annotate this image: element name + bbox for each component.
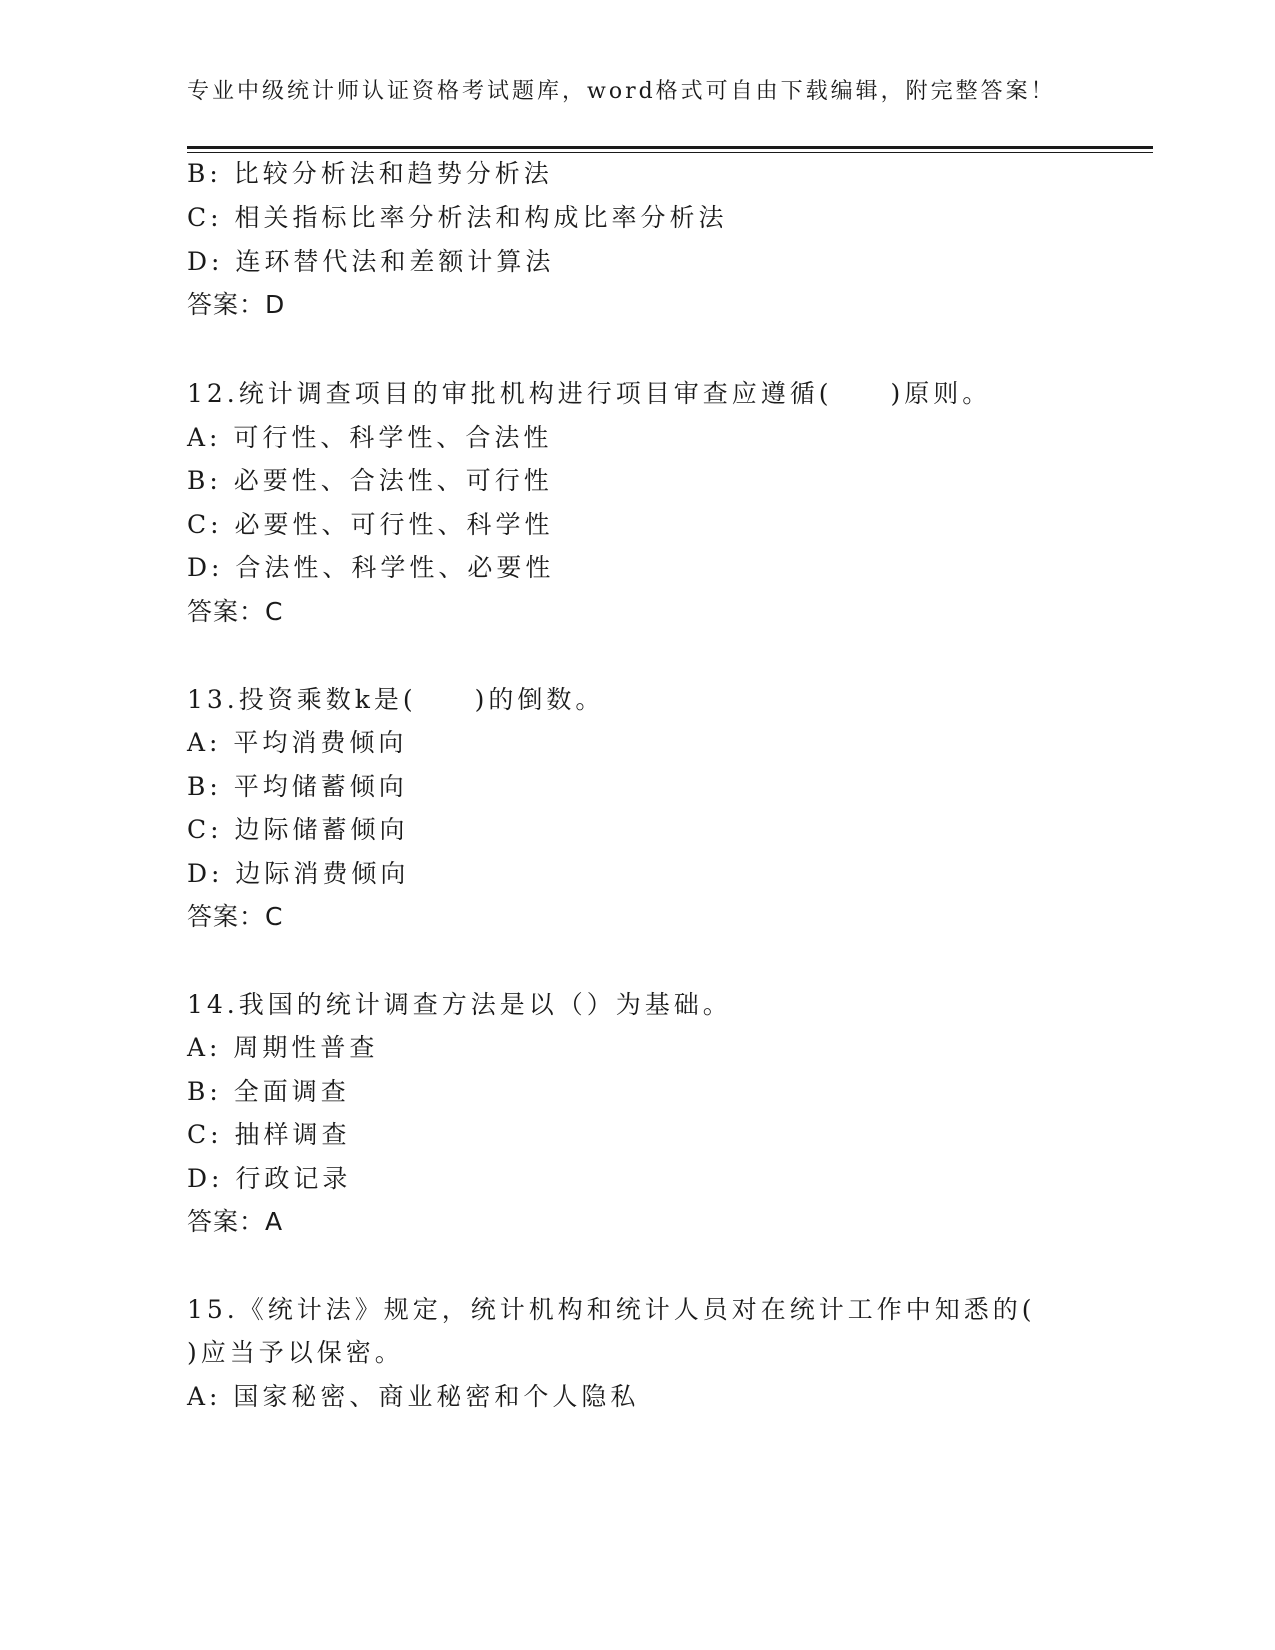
q12-option-d: D: 合法性、科学性、必要性 xyxy=(187,553,555,582)
q12-stem: 12.统计调查项目的审批机构进行项目审查应遵循( )原则。 xyxy=(187,379,992,408)
prev-answer xyxy=(187,288,285,322)
answer-value: A xyxy=(265,1207,284,1236)
prev-option-c: C: 相关指标比率分析法和构成比率分析法 xyxy=(187,203,728,232)
q14-option-c: C: 抽样调查 xyxy=(187,1120,351,1149)
q13-answer xyxy=(187,900,283,934)
header-rule-thick xyxy=(187,146,1153,149)
page-header: 专业中级统计师认证资格考试题库，word格式可自由下载编辑，附完整答案！ xyxy=(187,79,1056,104)
header-rule-thin xyxy=(187,152,1153,153)
q15-stem-line2: )应当予以保密。 xyxy=(187,1338,404,1367)
q15-stem-line1: 15.《统计法》规定，统计机构和统计人员对在统计工作中知悉的( xyxy=(187,1295,1036,1324)
answer-label: 答案： xyxy=(187,902,266,931)
prev-option-b: B: 比较分析法和趋势分析法 xyxy=(187,159,553,188)
q13-option-a: A: 平均消费倾向 xyxy=(187,728,408,757)
answer-label: 答案： xyxy=(187,597,266,626)
answer-label: 答案： xyxy=(187,1207,266,1236)
q13-option-d: D: 边际消费倾向 xyxy=(187,859,410,888)
answer-value: D xyxy=(265,290,286,319)
q15-option-a: A: 国家秘密、商业秘密和个人隐私 xyxy=(187,1382,640,1411)
q12-answer xyxy=(187,595,283,629)
prev-option-d: D: 连环替代法和差额计算法 xyxy=(187,247,555,276)
q14-stem: 14.我国的统计调查方法是以（）为基础。 xyxy=(187,990,732,1019)
q13-option-c: C: 边际储蓄倾向 xyxy=(187,815,409,844)
q12-option-a: A: 可行性、科学性、合法性 xyxy=(187,423,553,452)
q14-option-a: A: 周期性普查 xyxy=(187,1033,379,1062)
q13-stem: 13.投资乘数k是( )的倒数。 xyxy=(187,685,605,714)
q12-option-b: B: 必要性、合法性、可行性 xyxy=(187,466,553,495)
q12-option-c: C: 必要性、可行性、科学性 xyxy=(187,510,554,539)
answer-value: C xyxy=(265,902,284,931)
q14-answer xyxy=(187,1205,283,1239)
q13-option-b: B: 平均储蓄倾向 xyxy=(187,772,408,801)
answer-value: C xyxy=(265,597,284,626)
q14-option-b: B: 全面调查 xyxy=(187,1077,350,1106)
q14-option-d: D: 行政记录 xyxy=(187,1164,352,1193)
answer-label: 答案： xyxy=(187,290,266,319)
